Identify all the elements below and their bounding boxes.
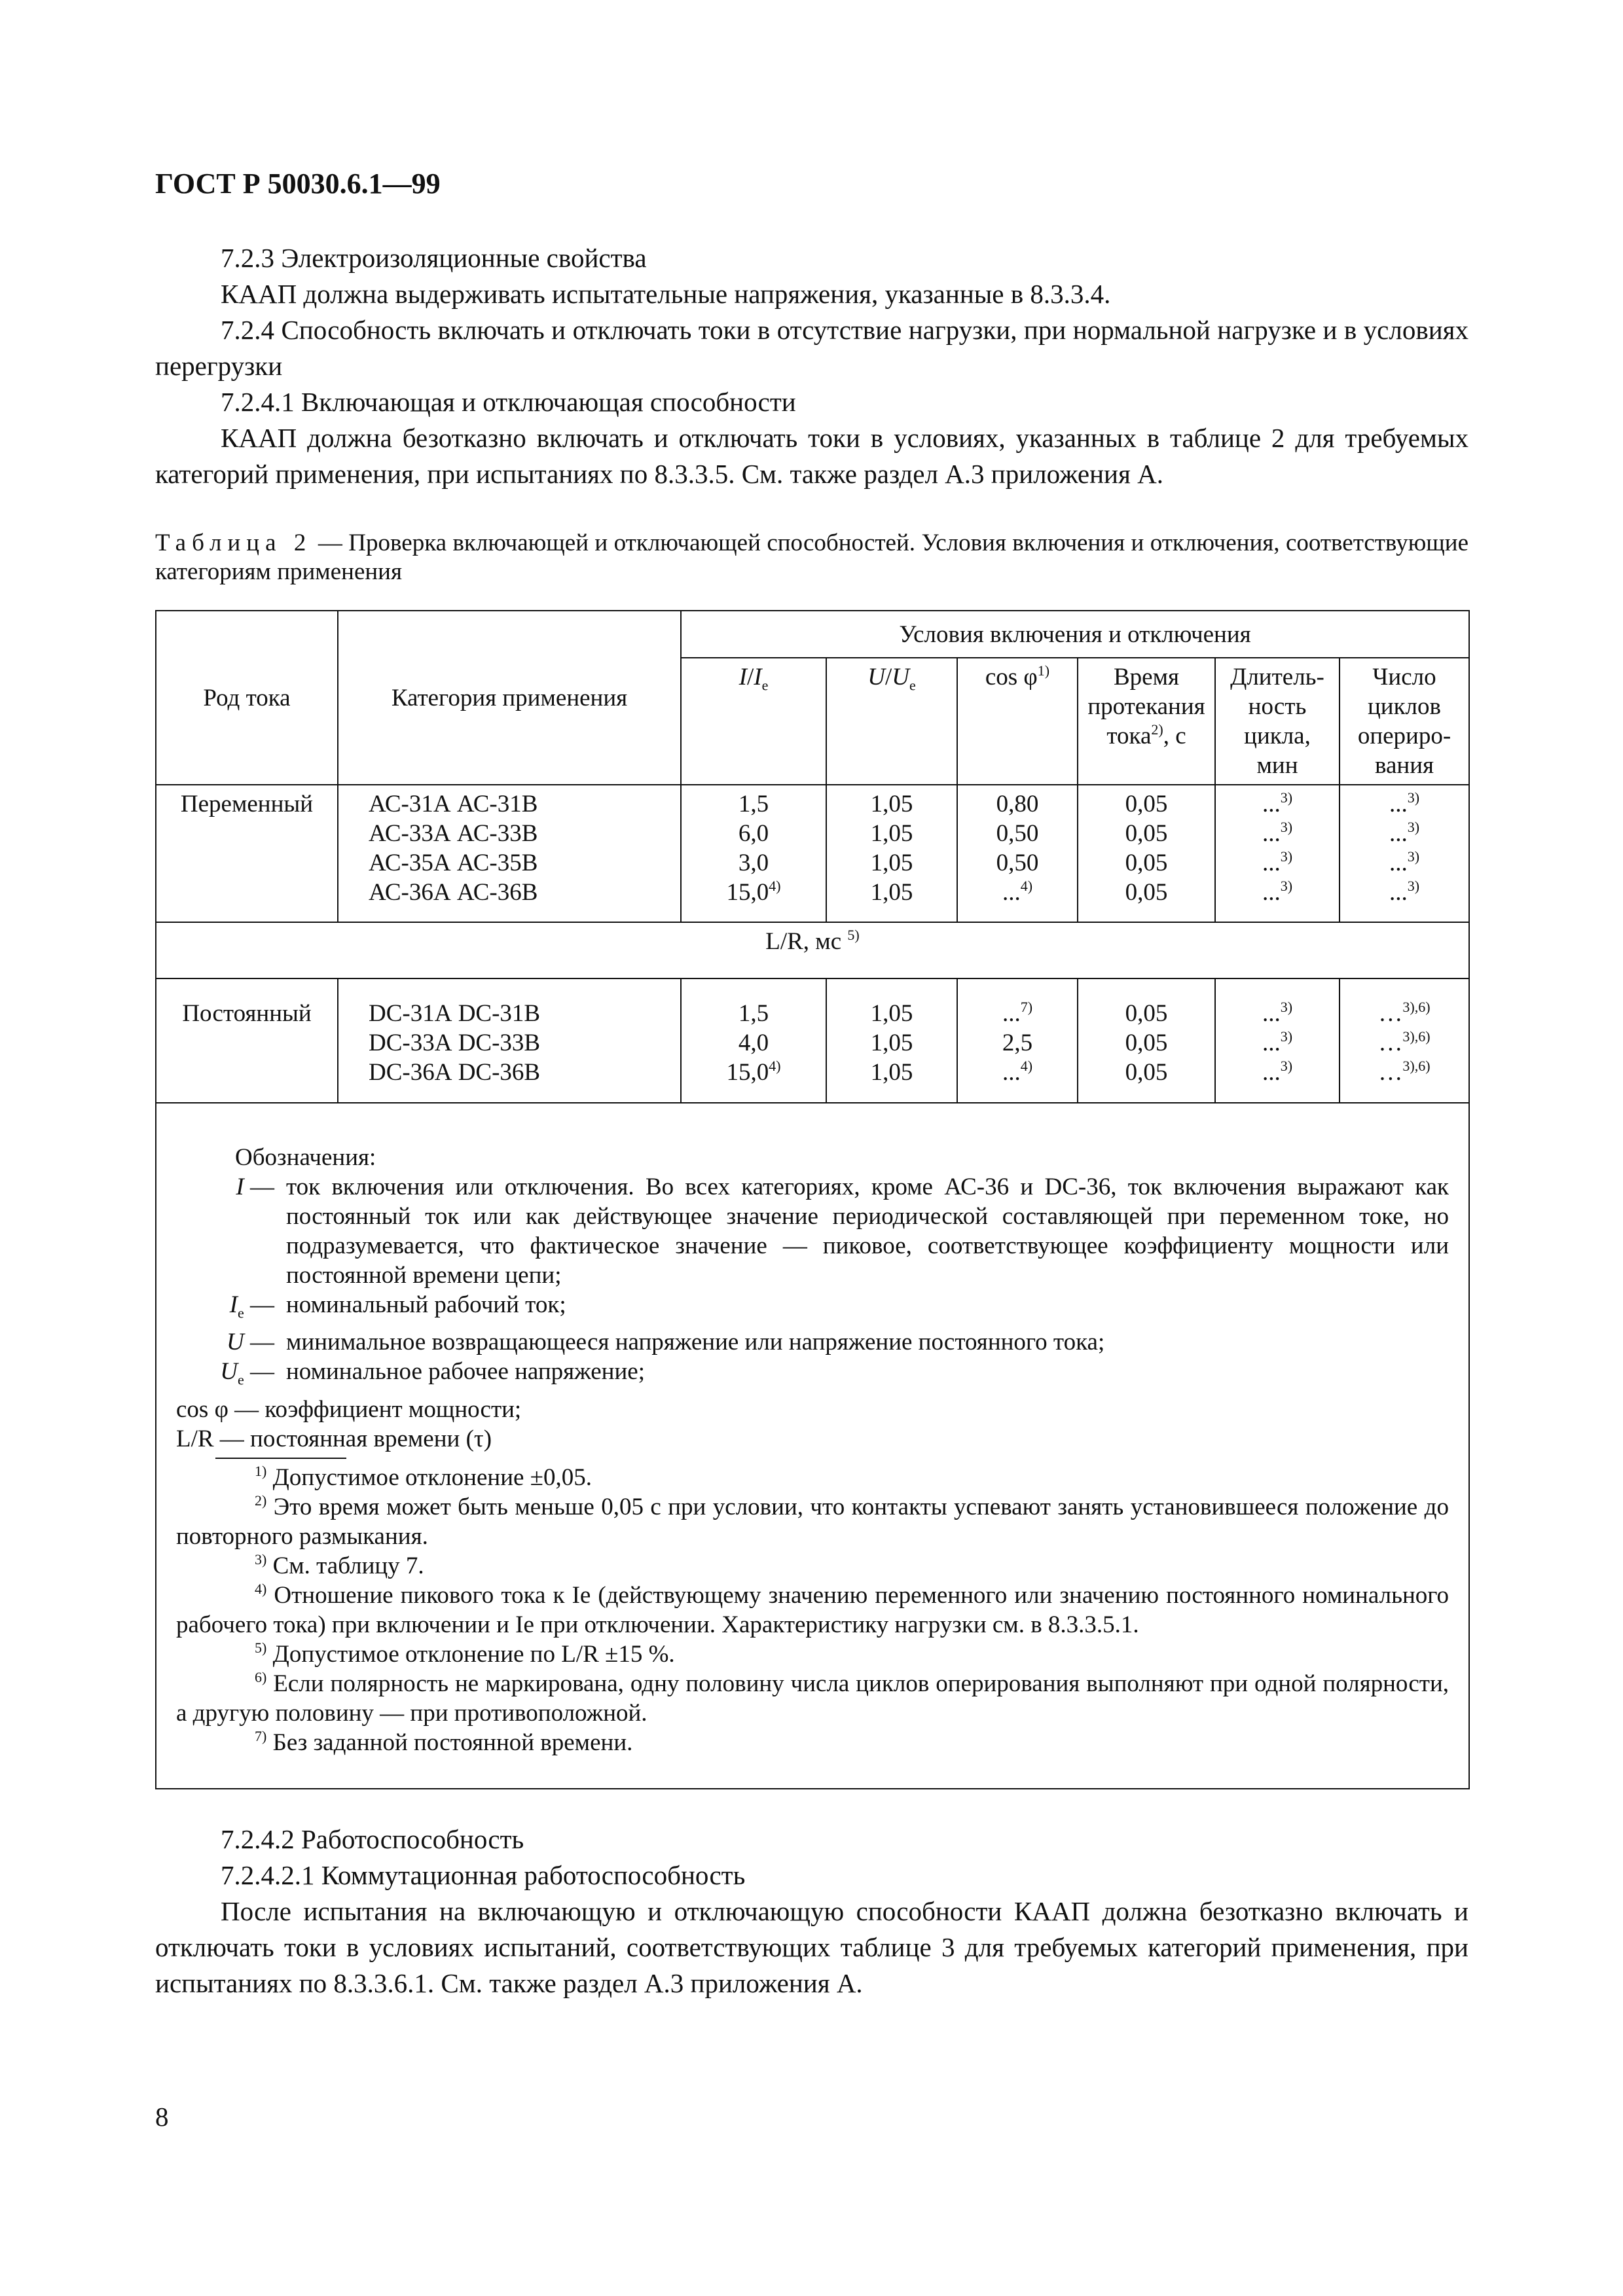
note-item <box>176 1327 1449 1357</box>
footnote-ref: 3) <box>1280 848 1293 865</box>
value-text: ... <box>1262 791 1281 817</box>
note-item <box>176 1357 1449 1394</box>
footnote <box>176 1728 1449 1757</box>
value-text: ... <box>1262 879 1281 906</box>
table-notes <box>156 1103 1469 1789</box>
value <box>1345 1028 1463 1058</box>
category-line: АС-36А АС-36В <box>369 879 538 906</box>
value: 1,05 <box>870 791 913 817</box>
table-row-dc <box>156 978 1469 1103</box>
value-text: 3,0 <box>738 850 769 876</box>
category-line: DС-31А DС-31В <box>369 1000 541 1027</box>
value <box>963 1028 1072 1058</box>
value <box>1221 819 1334 848</box>
header-chislo-ciklov <box>1340 658 1469 785</box>
document-header: ГОСТ Р 50030.6.1—99 <box>155 168 441 200</box>
value: 0,05 <box>1125 1059 1168 1086</box>
footnote-ref: 4) <box>1020 878 1033 894</box>
footnote-text: Допустимое отклонение ±0,05. <box>266 1463 592 1491</box>
paragraph: КААП должна безотказно включать и отключать токи в условиях, указанных в таблице 2 для требуемых категорий применения, при испытаниях по 8.3.3.5. См. также раздел А.3 приложения А. <box>155 423 1468 489</box>
value <box>687 999 820 1028</box>
value: 1,05 <box>870 850 913 876</box>
cell-t-ac <box>1078 785 1215 922</box>
footnote-ref: 3),6) <box>1402 1028 1431 1045</box>
cell-rod-ac: Переменный <box>156 785 338 922</box>
header-line: цикла, <box>1244 723 1311 749</box>
footnote <box>176 1640 1449 1669</box>
value <box>1345 848 1463 878</box>
value <box>1221 789 1334 819</box>
value-text: ... <box>1262 820 1281 847</box>
value-text: 0,50 <box>996 850 1039 876</box>
cell-d-ac <box>1215 785 1340 922</box>
value-text: ... <box>1389 791 1408 817</box>
header-usloviya: Условия включения и отключения <box>681 611 1469 658</box>
notes-title: Обозначения: <box>235 1144 376 1171</box>
footnote-text: Без заданной постоянной времени. <box>266 1729 633 1756</box>
category-line: АС-35А АС-35В <box>369 850 538 876</box>
category-line: АС-33А АС-33В <box>369 820 538 847</box>
value <box>963 878 1072 907</box>
value <box>963 789 1072 819</box>
value-text: ... <box>1389 879 1408 906</box>
footnote-ref: 3) <box>1407 789 1420 806</box>
note-item <box>176 1290 1449 1327</box>
value <box>1345 789 1463 819</box>
value-text: ... <box>1389 820 1408 847</box>
value <box>687 1058 820 1087</box>
value-text: ... <box>1389 850 1408 876</box>
table-row-lr <box>156 922 1469 978</box>
note-text: ток включения или отключения. Во всех категориях, кроме АС-36 и DС-36, ток включения выражают как постоянный ток или как действующее значение периодической составляющей при переменном токе, но подразумевается, что фактическое значение — пиковое, соответствующее коэффициенту мощности или постоянной времени цепи; <box>286 1174 1449 1289</box>
cell-u-ac <box>826 785 957 922</box>
footnote-ref: 4) <box>1020 1058 1033 1074</box>
page-number: 8 <box>155 2102 169 2132</box>
note-symbol: U — <box>227 1329 274 1356</box>
value <box>687 789 820 819</box>
top-text-block <box>155 240 1468 492</box>
footnote <box>176 1551 1449 1581</box>
paragraph: КААП должна выдерживать испытательные напряжения, указанные в 8.3.3.4. <box>221 279 1111 309</box>
paragraph: 7.2.4 Способность включать и отключать токи в отсутствие нагрузки, при нормальной нагрузке и в условиях перегрузки <box>155 315 1468 381</box>
note-cos: cos φ — коэффициент мощности; <box>176 1395 522 1423</box>
paragraph: 7.2.3 Электроизоляционные свойства <box>221 243 647 273</box>
footnote-ref: 7) <box>1020 999 1033 1015</box>
value: 0,05 <box>1125 879 1168 906</box>
value: 1,05 <box>870 879 913 906</box>
footnote-mark: 3) <box>255 1551 267 1568</box>
header-line: протекания <box>1087 693 1205 720</box>
header-line-part: тока <box>1106 723 1152 749</box>
category-line: АС-31А АС-31В <box>369 791 538 817</box>
footnote-text: Это время может быть меньше 0,05 с при условии, что контакты успевают занять установившееся положение до повторного размыкания. <box>176 1493 1449 1550</box>
value-text: 1,5 <box>738 791 769 817</box>
cell-categories-dc <box>338 978 681 1103</box>
value <box>1345 819 1463 848</box>
footnote-ref: 4) <box>769 1058 781 1074</box>
footnote-ref: 3) <box>1280 789 1293 806</box>
bottom-text-block <box>155 1821 1468 2001</box>
note-symbol: $U_e$ — <box>220 1358 274 1388</box>
footnote <box>176 1669 1449 1728</box>
footnote-text: Допустимое отклонение по L/R ±15 %. <box>266 1640 675 1668</box>
value-text: ... <box>1002 1059 1021 1086</box>
cell-cos-ac <box>957 785 1078 922</box>
header-rod-toka: Род тока <box>156 611 338 785</box>
note-text: номинальное рабочее напряжение; <box>286 1358 645 1386</box>
lr-text: L/R, мс <box>765 928 842 955</box>
value-text: ... <box>1002 1000 1021 1027</box>
value-text: ... <box>1002 879 1021 906</box>
value: 0,05 <box>1125 791 1168 817</box>
header-line <box>1084 721 1209 751</box>
value-text: … <box>1378 1030 1403 1056</box>
footnote-separator <box>215 1458 346 1459</box>
value-text: ... <box>1262 1030 1281 1056</box>
cell-rod-dc: Постоянный <box>156 978 338 1103</box>
header-u-ue: $U/U_e$ <box>826 658 957 785</box>
note-symbol: $I_e$ — <box>229 1291 274 1321</box>
category-line: DС-33А DС-33В <box>369 1030 541 1056</box>
cell-t-dc <box>1078 978 1215 1103</box>
value <box>1221 1058 1334 1087</box>
header-line: циклов <box>1367 693 1441 720</box>
footnote-ref: 5) <box>847 927 860 943</box>
value: 0,05 <box>1125 1000 1168 1027</box>
value <box>687 848 820 878</box>
value <box>1345 878 1463 907</box>
footnote-mark: 6) <box>255 1668 267 1685</box>
footnote-text: Если полярность не маркирована, одну половину числа циклов оперирования выполняют при одной полярности, а другую половину — при противоположной. <box>176 1670 1449 1727</box>
value <box>963 848 1072 878</box>
value <box>687 819 820 848</box>
value-text: … <box>1378 1059 1403 1086</box>
value-text: ... <box>1262 1000 1281 1027</box>
note-lr: L/R — постоянная времени (τ) <box>176 1425 492 1452</box>
table-caption <box>155 529 1468 586</box>
value: 1,05 <box>870 1000 913 1027</box>
cell-n-ac <box>1340 785 1469 922</box>
footnote-ref: 3),6) <box>1402 1058 1431 1074</box>
value <box>963 819 1072 848</box>
note-text: номинальный рабочий ток; <box>286 1291 566 1318</box>
value: 1,05 <box>870 1030 913 1056</box>
value <box>1221 848 1334 878</box>
cell-lr <box>156 922 1469 978</box>
value-text: 6,0 <box>738 820 769 847</box>
value-text: 0,50 <box>996 820 1039 847</box>
cell-d-dc <box>1215 978 1340 1103</box>
header-cos <box>957 658 1078 785</box>
paragraph: 7.2.4.2 Работоспособность <box>221 1824 524 1854</box>
paragraph: После испытания на включающую и отключающую способности КААП должна безотказно включать и отключать токи в условиях испытаний, соответствующих таблице 3 для требуемых категорий применения, при испытаниях по 8.3.3.6.1. См. также раздел А.3 приложения А. <box>155 1896 1468 1998</box>
header-dlitelnost <box>1215 658 1340 785</box>
footnote-ref: 3) <box>1407 878 1420 894</box>
cell-u-dc <box>826 978 957 1103</box>
value <box>1221 999 1334 1028</box>
footnote-mark: 5) <box>255 1639 267 1656</box>
value: 1,05 <box>870 1059 913 1086</box>
header-cos-text: cos φ <box>985 664 1038 691</box>
footnote-text: См. таблицу 7. <box>266 1552 424 1579</box>
table-row-notes <box>156 1103 1469 1789</box>
footnote-ref: 3) <box>1280 1028 1293 1045</box>
footnote-ref: 3),6) <box>1402 999 1431 1015</box>
header-i-ie: $I/I_e$ <box>681 658 826 785</box>
footnote <box>176 1492 1449 1551</box>
header-line: мин <box>1256 752 1298 779</box>
value <box>1345 999 1463 1028</box>
footnote-mark: 7) <box>255 1727 267 1744</box>
footnote-ref: 2) <box>1151 721 1163 738</box>
footnote-ref: 3) <box>1407 819 1420 835</box>
header-line: Время <box>1113 664 1180 691</box>
footnote-ref: 3) <box>1280 878 1293 894</box>
footnote-mark: 4) <box>255 1580 267 1597</box>
table-caption-label: Таблица 2 <box>155 529 312 556</box>
value <box>687 878 820 907</box>
header-kategoriya: Категория применения <box>338 611 681 785</box>
header-line: Число <box>1372 664 1436 691</box>
footnote-mark: 2) <box>255 1492 267 1509</box>
value <box>963 1058 1072 1087</box>
header-vremya <box>1078 658 1215 785</box>
header-line: вания <box>1374 752 1434 779</box>
value-text: ... <box>1262 850 1281 876</box>
footnote-ref: 1) <box>1037 662 1050 679</box>
cell-i-ac <box>681 785 826 922</box>
value <box>687 1028 820 1058</box>
value: 0,05 <box>1125 850 1168 876</box>
note-text: минимальное возвращающееся напряжение или напряжение постоянного тока; <box>286 1329 1105 1356</box>
footnote-mark: 1) <box>255 1462 267 1479</box>
value-text: 0,80 <box>996 791 1039 817</box>
value <box>1221 1028 1334 1058</box>
value-text: 1,5 <box>738 1000 769 1027</box>
cell-n-dc <box>1340 978 1469 1103</box>
footnote <box>176 1581 1449 1640</box>
table-row-ac <box>156 785 1469 922</box>
cell-categories-ac <box>338 785 681 922</box>
footnote-text: Отношение пикового тока к Ie (действующему значению переменного или значению постоянного номинального рабочего тока) при включении и Ie при отключении. Характеристику нагрузки см. в 8.3.3.5.1. <box>176 1581 1449 1638</box>
paragraph: 7.2.4.1 Включающая и отключающая способности <box>221 387 796 417</box>
value: 0,05 <box>1125 1030 1168 1056</box>
value-text: ... <box>1262 1059 1281 1086</box>
value: 1,05 <box>870 820 913 847</box>
note-symbol: I — <box>236 1174 274 1200</box>
footnote-ref: 4) <box>769 878 781 894</box>
value: 0,05 <box>1125 820 1168 847</box>
header-line: ность <box>1248 693 1307 720</box>
footnote-ref: 3) <box>1280 1058 1293 1074</box>
value <box>1221 878 1334 907</box>
value-text: 15,0 <box>726 1059 769 1086</box>
value-text: 15,0 <box>726 879 769 906</box>
cell-cos-dc <box>957 978 1078 1103</box>
footnote-ref: 3) <box>1407 848 1420 865</box>
value <box>963 999 1072 1028</box>
header-line: Длитель- <box>1230 664 1324 691</box>
footnote-ref: 3) <box>1280 999 1293 1015</box>
value-text: … <box>1378 1000 1403 1027</box>
cell-i-dc <box>681 978 826 1103</box>
footnote <box>176 1463 1449 1492</box>
table-caption-text: — Проверка включающей и отключающей способностей. Условия включения и отключения, соответствующие категориям применения <box>155 529 1468 585</box>
value <box>1345 1058 1463 1087</box>
header-line: опериро- <box>1357 723 1451 749</box>
value-text: 4,0 <box>738 1030 769 1056</box>
conditions-table <box>155 610 1470 1789</box>
note-item <box>176 1172 1449 1290</box>
paragraph: 7.2.4.2.1 Коммутационная работоспособность <box>221 1860 746 1890</box>
category-line: DС-36А DС-36В <box>369 1059 541 1086</box>
value-text: 2,5 <box>1002 1030 1033 1056</box>
footnote-ref: 3) <box>1280 819 1293 835</box>
header-line-part: , с <box>1163 723 1186 749</box>
